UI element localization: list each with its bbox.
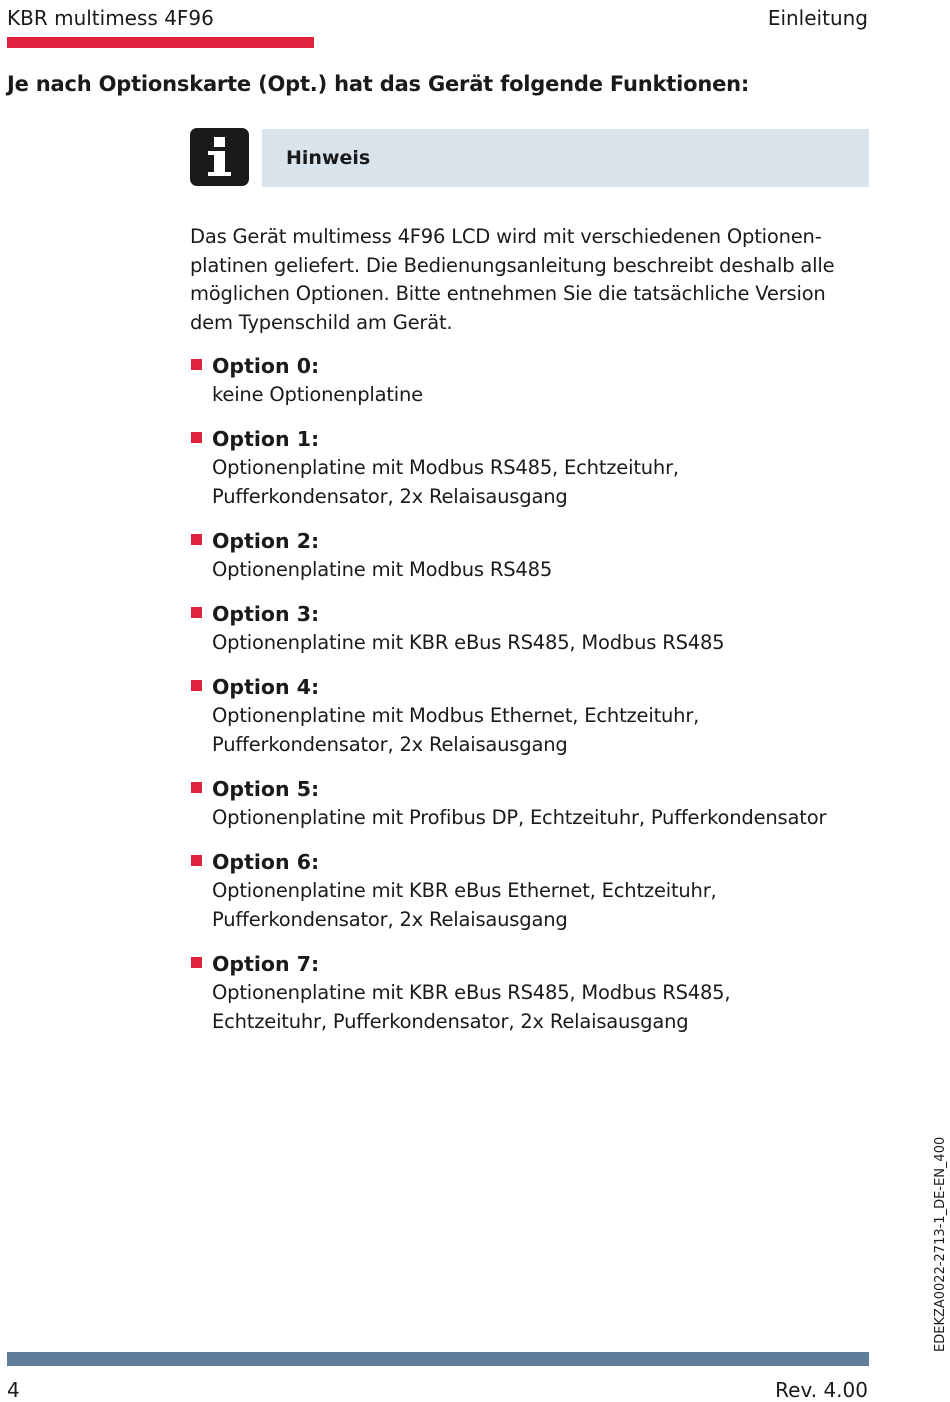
option-description: keine Optionenplatine bbox=[212, 383, 423, 406]
footer-bar bbox=[7, 1352, 869, 1366]
note-box bbox=[262, 129, 869, 187]
bullet-square-icon bbox=[191, 607, 202, 618]
option-description: Pufferkondensator, 2x Relaisausgang bbox=[212, 908, 568, 931]
option-description: Pufferkondensator, 2x Relaisausgang bbox=[212, 733, 568, 756]
option-description: Echtzeituhr, Pufferkondensator, 2x Relaisausgang bbox=[212, 1010, 689, 1033]
bullet-square-icon bbox=[191, 855, 202, 866]
list-item bbox=[190, 352, 870, 409]
list-item bbox=[190, 950, 870, 1036]
option-title: Option 1: bbox=[212, 427, 320, 451]
section-heading: Je nach Optionskarte (Opt.) hat das Gerät folgende Funktionen: bbox=[7, 72, 750, 96]
note-title: Hinweis bbox=[286, 147, 371, 169]
intro-line: möglichen Optionen. Bitte entnehmen Sie die tatsächliche Version bbox=[190, 282, 826, 305]
option-title: Option 2: bbox=[212, 529, 320, 553]
bullet-square-icon bbox=[191, 534, 202, 545]
option-description: Optionenplatine mit Profibus DP, Echtzeituhr, Pufferkondensator bbox=[212, 806, 827, 829]
bullet-square-icon bbox=[191, 957, 202, 968]
revision-label: Rev. 4.00 bbox=[775, 1378, 868, 1402]
bullet-square-icon bbox=[191, 782, 202, 793]
list-item bbox=[190, 600, 870, 657]
option-title: Option 6: bbox=[212, 850, 320, 874]
list-item bbox=[190, 425, 870, 511]
header-section-title: Einleitung bbox=[767, 6, 868, 30]
intro-paragraph bbox=[190, 223, 860, 337]
list-item bbox=[190, 775, 870, 832]
option-description: Optionenplatine mit Modbus RS485, Echtzeituhr, bbox=[212, 456, 679, 479]
intro-line: Das Gerät multimess 4F96 LCD wird mit verschiedenen Optionen- bbox=[190, 225, 822, 248]
option-list bbox=[190, 352, 870, 1052]
list-item bbox=[190, 673, 870, 759]
option-description: Optionenplatine mit Modbus RS485 bbox=[212, 558, 553, 581]
document-code: EDEKZA0022-2713-1_DE-EN_400 bbox=[933, 1136, 948, 1352]
list-item bbox=[190, 848, 870, 934]
option-description: Optionenplatine mit KBR eBus Ethernet, Echtzeituhr, bbox=[212, 879, 717, 902]
option-title: Option 7: bbox=[212, 952, 320, 976]
option-title: Option 4: bbox=[212, 675, 320, 699]
intro-line: dem Typenschild am Gerät. bbox=[190, 310, 453, 334]
option-title: Option 3: bbox=[212, 602, 320, 626]
option-description: Pufferkondensator, 2x Relaisausgang bbox=[212, 485, 568, 508]
header-accent-bar bbox=[7, 37, 314, 48]
bullet-square-icon bbox=[191, 432, 202, 443]
info-icon bbox=[190, 128, 249, 186]
option-description: Optionenplatine mit Modbus Ethernet, Echtzeituhr, bbox=[212, 704, 700, 727]
option-title: Option 0: bbox=[212, 354, 320, 378]
bullet-square-icon bbox=[191, 359, 202, 370]
bullet-square-icon bbox=[191, 680, 202, 691]
list-item bbox=[190, 527, 870, 584]
option-title: Option 5: bbox=[212, 777, 320, 801]
page-number: 4 bbox=[7, 1378, 20, 1402]
option-description: Optionenplatine mit KBR eBus RS485, Modbus RS485 bbox=[212, 631, 725, 654]
header-document-title: KBR multimess 4F96 bbox=[7, 6, 214, 30]
option-description: Optionenplatine mit KBR eBus RS485, Modbus RS485, bbox=[212, 981, 731, 1004]
intro-line: platinen geliefert. Die Bedienungsanleitung beschreibt deshalb alle bbox=[190, 253, 835, 277]
